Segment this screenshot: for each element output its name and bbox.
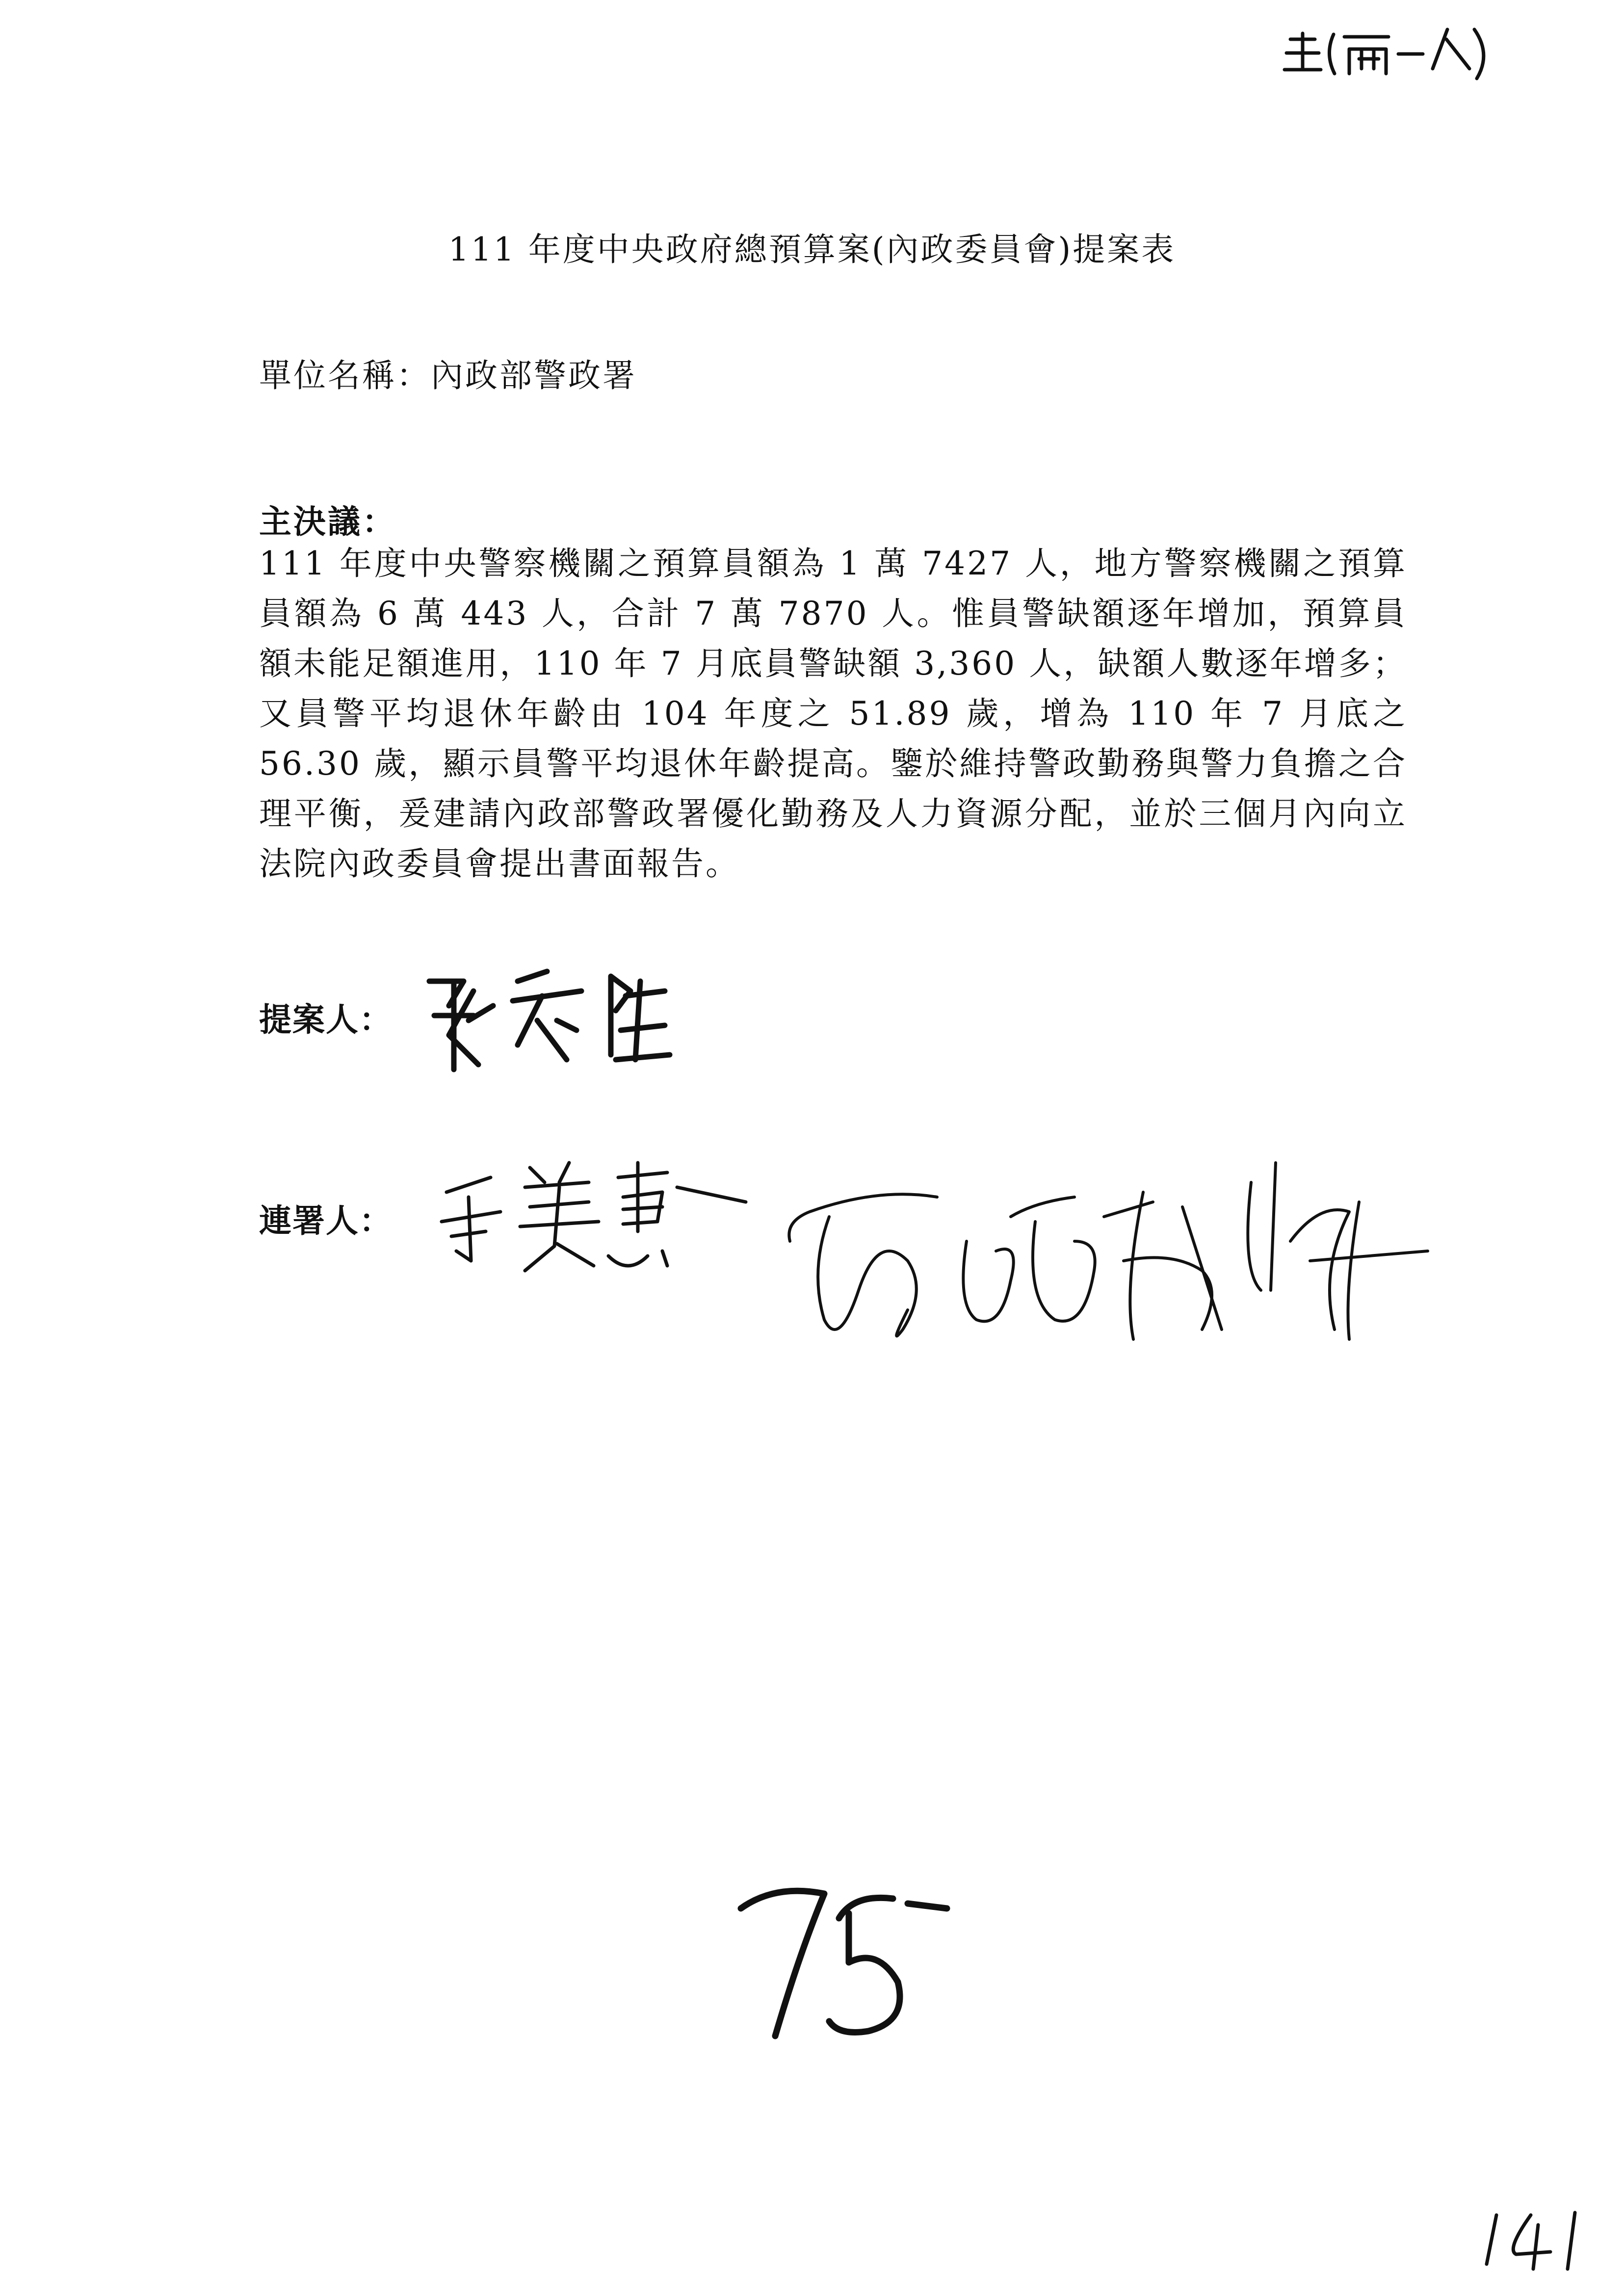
unit-label: 單位名稱： [259, 357, 431, 394]
unit-line [259, 349, 637, 396]
cosigner-signature-1 [432, 1148, 746, 1285]
proposer-label: 提案人： [259, 1000, 393, 1039]
unit-name: 內政部警政署 [431, 357, 637, 394]
resolution-body: 111 年度中央警察機關之預算員額為 1 萬 7427 人，地方警察機關之預算員額為 6 萬 443 人，合計 7 萬 7870 人。惟員警缺額逐年增加，預算員額未能足額進用，110 年 7 月底員警缺額 3,360 人，缺額人數逐年增多；又員警平均退休年齡由 104 年度之 51.89 歲，增為 110 年 7 月底之 56.30 歲，顯示員警平均退休年齡提高。鑒於維持警政勤務與警力負擔之合理平衡，爰建請內政部警政署優化勤務及人力資源分配，並於三個月內向立法院內政委員會提出書面報告。 [259, 545, 1407, 883]
resolution-heading: 主決議： [259, 502, 396, 541]
page-number-handwritten [1477, 2205, 1604, 2279]
handwritten-number [731, 1874, 957, 2051]
proposer-signature [419, 962, 675, 1079]
cosigner-label: 連署人： [259, 1201, 393, 1240]
page-title: 111 年度中央政府總預算案(內政委員會)提案表 [448, 231, 1176, 268]
cosigner-signature-2 [780, 1143, 1433, 1379]
corner-note-handwriting [1276, 20, 1492, 83]
